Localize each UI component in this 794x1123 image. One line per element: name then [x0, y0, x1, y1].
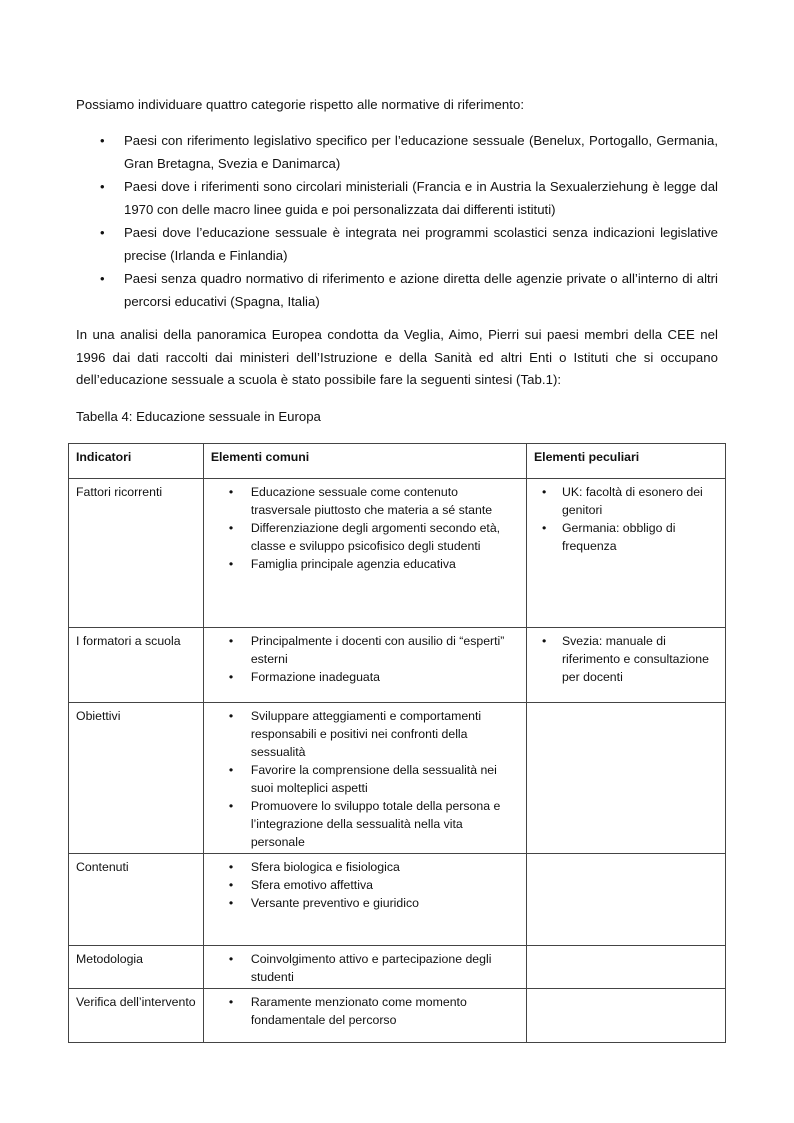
peculiar-cell: [526, 479, 725, 628]
bullet-icon: •: [228, 952, 234, 966]
list-item: [211, 993, 519, 1029]
bullet-icon: •: [228, 521, 234, 535]
list-item-text: Famiglia principale agenzia educativa: [250, 557, 456, 571]
peculiar-cell: [526, 989, 725, 1043]
common-cell: [203, 989, 526, 1043]
table-header-row: [69, 444, 726, 479]
indicator-cell: Metodologia: [69, 946, 204, 989]
bullet-icon: •: [100, 271, 105, 286]
common-cell: [203, 628, 526, 703]
list-item: [211, 555, 519, 573]
list-item: [211, 858, 519, 876]
bullet-icon: •: [228, 634, 234, 648]
list-item-text: Sfera emotivo affettiva: [250, 878, 373, 892]
list-item: [534, 632, 718, 686]
bullet-icon: •: [228, 860, 234, 874]
peculiar-cell: [526, 854, 725, 946]
list-item: [211, 632, 519, 668]
list-item-text: Sviluppare atteggiamenti e comportamenti responsabili e positivi nei confronti della sessualità: [250, 709, 482, 759]
common-cell: [203, 854, 526, 946]
common-cell: [203, 479, 526, 628]
list-item-text: Principalmente i docenti con ausilio di “esperti” esterni: [250, 634, 505, 666]
header-elementi-peculiari: Elementi peculiari: [526, 444, 725, 479]
bullet-icon: •: [541, 485, 547, 499]
list-item-text: UK: facoltà di esonero dei genitori: [561, 485, 703, 517]
list-item: [76, 176, 718, 221]
list-item-text: Raramente menzionato come momento fondamentale del percorso: [250, 995, 467, 1027]
indicator-cell: Obiettivi: [69, 703, 204, 854]
list-item-text: Germania: obbligo di frequenza: [561, 521, 676, 553]
list-item-text: Svezia: manuale di riferimento e consultazione per docenti: [561, 634, 709, 684]
table-row: [69, 989, 726, 1043]
list-item-text: Favorire la comprensione della sessualità nei suoi molteplici aspetti: [250, 763, 497, 795]
indicator-cell: Verifica dell’intervento: [69, 989, 204, 1043]
indicator-cell: Contenuti: [69, 854, 204, 946]
indicator-cell: I formatori a scuola: [69, 628, 204, 703]
list-item-text: Paesi senza quadro normativo di riferimento e azione diretta delle agenzie private o all’interno di altri percorsi educativi (Spagna, Italia): [124, 271, 718, 309]
list-item: [534, 519, 718, 555]
intro-paragraph: Possiamo individuare quattro categorie rispetto alle normative di riferimento:: [76, 97, 525, 112]
bullet-icon: •: [100, 179, 105, 194]
table-row: [69, 854, 726, 946]
list-item: [211, 797, 519, 851]
bullet-icon: •: [100, 225, 105, 240]
list-item-text: Coinvolgimento attivo e partecipazione degli studenti: [250, 952, 492, 984]
list-item: [211, 668, 519, 686]
peculiar-cell: [526, 628, 725, 703]
table-row: [69, 628, 726, 703]
list-item-text: Educazione sessuale come contenuto trasversale piuttosto che materia a sé stante: [250, 485, 493, 517]
bullet-icon: •: [541, 521, 547, 535]
peculiar-cell: [526, 946, 725, 989]
bullet-icon: •: [228, 763, 234, 777]
list-item-text: Paesi dove l’educazione sessuale è integrata nei programmi scolastici senza indicazioni legislative precise (Irlanda e Finlandia): [124, 225, 718, 263]
indicator-cell: Fattori ricorrenti: [69, 479, 204, 628]
list-item-text: Paesi con riferimento legislativo specifico per l’educazione sessuale (Benelux, Portogallo, Germania, Gran Bretagna, Svezia e Danimarca): [124, 133, 718, 171]
table-row: [69, 479, 726, 628]
list-item: [534, 483, 718, 519]
header-elementi-comuni: Elementi comuni: [203, 444, 526, 479]
europe-sex-education-table: [68, 443, 726, 1043]
bullet-icon: •: [228, 709, 234, 723]
bullet-icon: •: [100, 133, 105, 148]
table-row: [69, 946, 726, 989]
table-row: [69, 703, 726, 854]
list-item-text: Promuovere lo sviluppo totale della persona e l’integrazione della sessualità nella vita personale: [250, 799, 501, 849]
bullet-icon: •: [228, 995, 234, 1009]
bullet-icon: •: [228, 670, 234, 684]
list-item-text: Formazione inadeguata: [250, 670, 381, 684]
list-item: [76, 130, 718, 175]
list-item: [211, 519, 519, 555]
list-item-text: Sfera biologica e fisiologica: [250, 860, 400, 874]
list-item: [211, 950, 519, 986]
table-caption: Tabella 4: Educazione sessuale in Europa: [76, 409, 321, 424]
list-item: [211, 707, 519, 761]
list-item: [76, 222, 718, 267]
bullet-icon: •: [228, 878, 234, 892]
bullet-icon: •: [541, 634, 547, 648]
bullet-icon: •: [228, 799, 234, 813]
list-item: [211, 876, 519, 894]
list-item: [76, 268, 718, 313]
list-item: [211, 894, 519, 912]
list-item-text: Differenziazione degli argomenti secondo età, classe e sviluppo psicofisico degli studenti: [250, 521, 501, 553]
common-cell: [203, 946, 526, 989]
list-item: [211, 761, 519, 797]
peculiar-cell: [526, 703, 725, 854]
bullet-icon: •: [228, 896, 234, 910]
list-item-text: Versante preventivo e giuridico: [250, 896, 419, 910]
common-cell: [203, 703, 526, 854]
list-item-text: Paesi dove i riferimenti sono circolari ministeriali (Francia e in Austria la Sexualerziehung è legge dal 1970 con delle macro linee guida e poi personalizzata dai differenti istituti): [124, 179, 718, 217]
bullet-icon: •: [228, 557, 234, 571]
header-indicatori: Indicatori: [69, 444, 204, 479]
list-item: [211, 483, 519, 519]
analysis-paragraph: In una analisi della panoramica Europea condotta da Veglia, Aimo, Pierri sui paesi membri della CEE nel 1996 dai dati raccolti dai ministeri dell’Istruzione e della Sanità ed altri Enti o Istituti che si occupano dell’educazione sessuale a scuola è stato possibile fare la seguenti sintesi (Tab.1):: [76, 327, 718, 387]
categories-list: [76, 130, 718, 314]
bullet-icon: •: [228, 485, 234, 499]
